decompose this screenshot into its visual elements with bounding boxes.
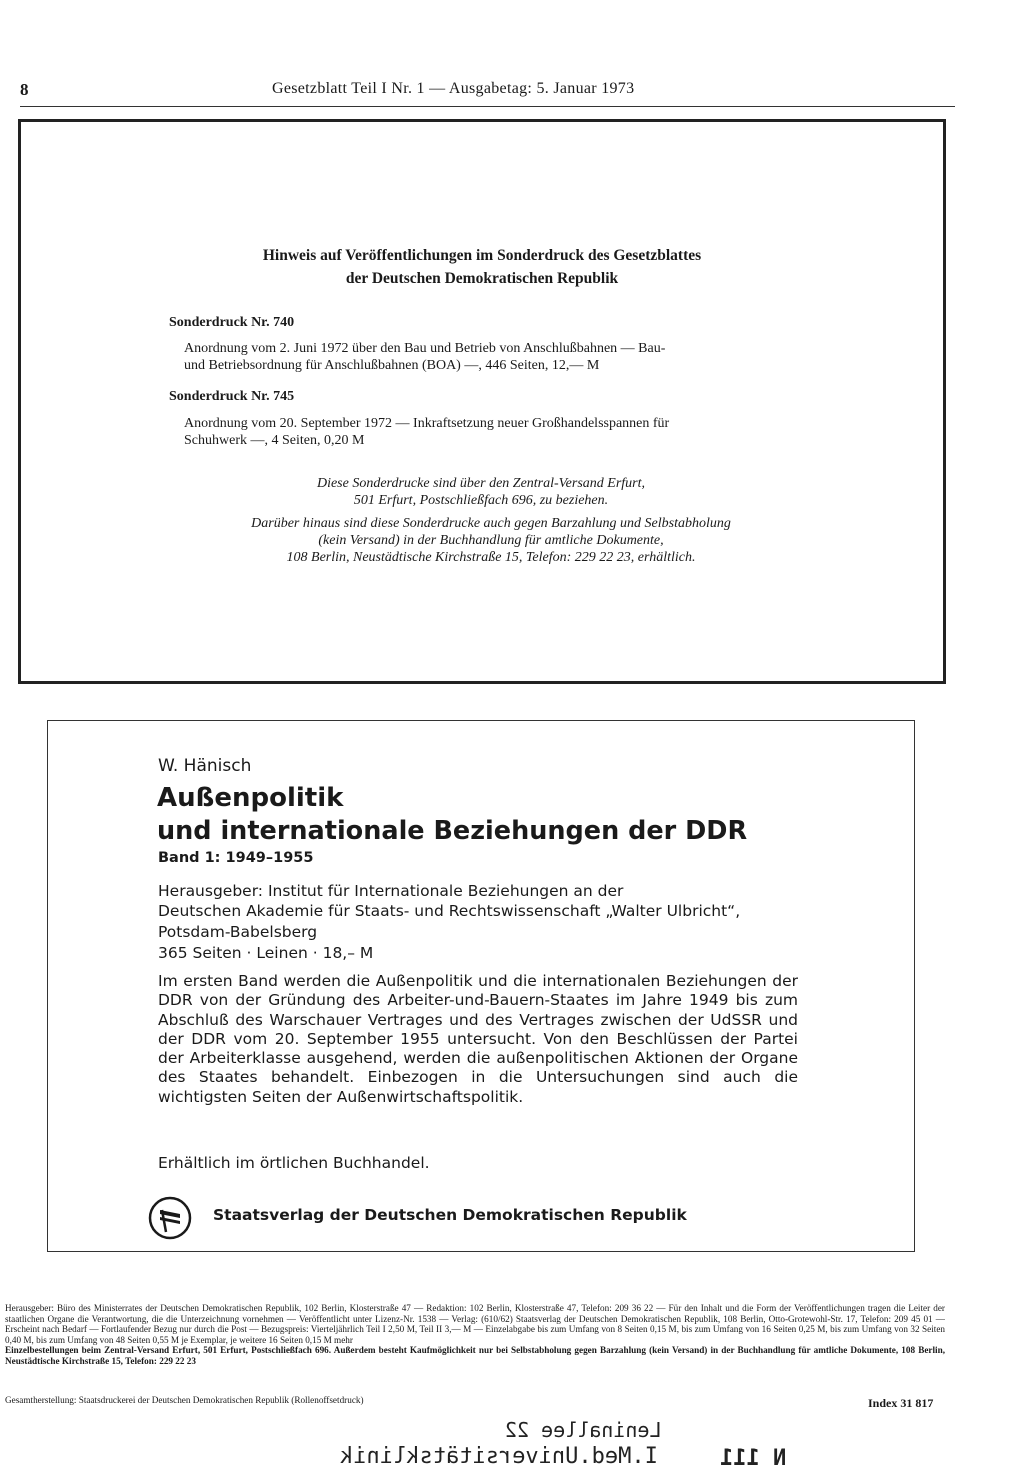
sonderdruck-740-line1: Anordnung vom 2. Juni 1972 über den Bau und Betrieb von Anschlußbahnen — Bau-	[184, 341, 666, 356]
bookshop-line3: 108 Berlin, Neustädtische Kirchstraße 15, Telefon: 229 22 23, erhältlich.	[286, 550, 696, 565]
bookshop-line1: Darüber hinaus sind diese Sonderdrucke auch gegen Barzahlung und Selbstabholung	[251, 516, 731, 531]
index-number: Index 31 817	[868, 1396, 934, 1410]
book-availability: Erhältlich im örtlichen Buchhandel.	[158, 1154, 430, 1172]
book-pages-price: 365 Seiten · Leinen · 18,– M	[158, 944, 374, 962]
stamp-address: Leninallee 22	[505, 1418, 662, 1442]
imprint-production: Gesamtherstellung: Staatsdruckerei der Deutschen Demokratischen Republik (Rollenoffsetdruck)	[5, 1395, 364, 1405]
distribution-line1: Diese Sonderdrucke sind über den Zentral-Versand Erfurt,	[316, 476, 646, 491]
notice-title	[21, 244, 943, 290]
book-description: Im ersten Band werden die Außenpolitik und die internationalen Beziehungen der DDR von der Gründung des Arbeiter-und-Bauern-Staates im Jahre 1949 bis zum Abschluß des Warschauer Vertrages und des Vertrages zwischen der UdSSR und der DDR vom 20. September 1955 untersucht. Von den Beschlüssen der Partei der Arbeiterklasse ausgehend, werden die außenpolitischen Aktionen der Organe des Staates behandelt. Einbezogen in die Untersuchungen sind auch die wichtigsten Seiten der Außenwirtschaftspolitik.	[158, 972, 798, 1106]
sonderdruck-740-text	[184, 340, 809, 374]
sonderdruck-740-heading: Sonderdruck Nr. 740	[169, 315, 295, 330]
notice-box	[18, 119, 946, 684]
notice-title-line1: Hinweis auf Veröffentlichungen im Sonderdruck des Gesetzblattes	[262, 247, 702, 264]
running-head: Gesetzblatt Teil I Nr. 1 — Ausgabetag: 5. Januar 1973	[272, 80, 635, 97]
notice-title-line2: der Deutschen Demokratischen Republik	[345, 270, 619, 287]
publisher-line-1: Herausgeber: Institut für Internationale Beziehungen an der	[158, 882, 624, 900]
book-title-line2: und internationale Beziehungen der DDR	[157, 816, 748, 846]
imprint-orders: Einzelbestellungen beim Zentral-Versand Erfurt, 501 Erfurt, Postschließfach 696. Außerdem besteht Kaufmöglichkeit nur bei Selbstabholung gegen Barzahlung (kein Versand) in der Buchhandlung für amtliche Dokumente, 108 Berlin, Neustädtische Kirchstraße 15, Telefon: 229 22 23	[5, 1345, 945, 1366]
distribution-note	[201, 475, 761, 509]
header-rule	[20, 106, 955, 107]
bookshop-line2: (kein Versand) in der Buchhandlung für amtliche Dokumente,	[318, 533, 664, 548]
sonderdruck-745-heading: Sonderdruck Nr. 745	[169, 389, 295, 404]
publisher-line-2: Deutschen Akademie für Staats- und Rechtswissenschaft „Walter Ulbricht“,	[158, 902, 741, 920]
stamp-number: N 111	[720, 1446, 787, 1471]
publisher-logo-icon	[148, 1196, 192, 1240]
sonderdruck-745-line2: Schuhwerk —, 4 Seiten, 0,20 M	[184, 433, 365, 448]
publisher-name: Staatsverlag der Deutschen Demokratischen Republik	[213, 1206, 687, 1224]
sonderdruck-745-line1: Anordnung vom 20. September 1972 — Inkraftsetzung neuer Großhandelsspannen für	[184, 416, 670, 431]
imprint	[5, 1303, 945, 1367]
stamp-institution: I.Med.Universitätsklinik	[340, 1444, 658, 1469]
publisher-line-3: Potsdam-Babelsberg	[158, 923, 318, 941]
sonderdruck-745-text	[184, 415, 809, 449]
sonderdruck-740-line2: und Betriebsordnung für Anschlußbahnen (BOA) —, 446 Seiten, 12,— M	[184, 358, 600, 373]
distribution-line2: 501 Erfurt, Postschließfach 696, zu beziehen.	[353, 493, 609, 508]
bookshop-note	[161, 515, 821, 566]
book-volume: Band 1: 1949–1955	[158, 850, 314, 866]
page-number: 8	[20, 80, 29, 99]
book-title-line1: Außenpolitik	[157, 783, 344, 813]
book-author: W. Hänisch	[158, 756, 252, 776]
imprint-text: Herausgeber: Büro des Ministerrates der Deutschen Demokratischen Republik, 102 Berlin, Klosterstraße 47 — Redaktion: 102 Berlin, Klosterstraße 47, Telefon: 209 36 22 — Für den Inhalt und die Form der Veröffentlichungen tragen die Leiter der staatlichen Organe die Verantwortung, die die Unterzeichnung vornehmen — Veröffentlicht unter Lizenz-Nr. 1538 — Verlag: (610/62) Staatsverlag der Deutschen Demokratischen Republik, 108 Berlin, Otto-Grotewohl-Str. 17, Telefon: 209 45 01 — Erscheint nach Bedarf — Fortlaufender Bezug nur durch die Post — Bezugspreis: Vierteljährlich Teil I 2,50 M, Teil II 3,— M — Einzelabgabe bis zum Umfang von 8 Seiten 0,15 M, bis zum Umfang von 16 Seiten 0,25 M, bis zum Umfang von 32 Seiten 0,40 M, bis zum Umfang von 48 Seiten 0,55 M je Exemplar, je weitere 16 Seiten 0,15 M mehr	[5, 1303, 945, 1345]
